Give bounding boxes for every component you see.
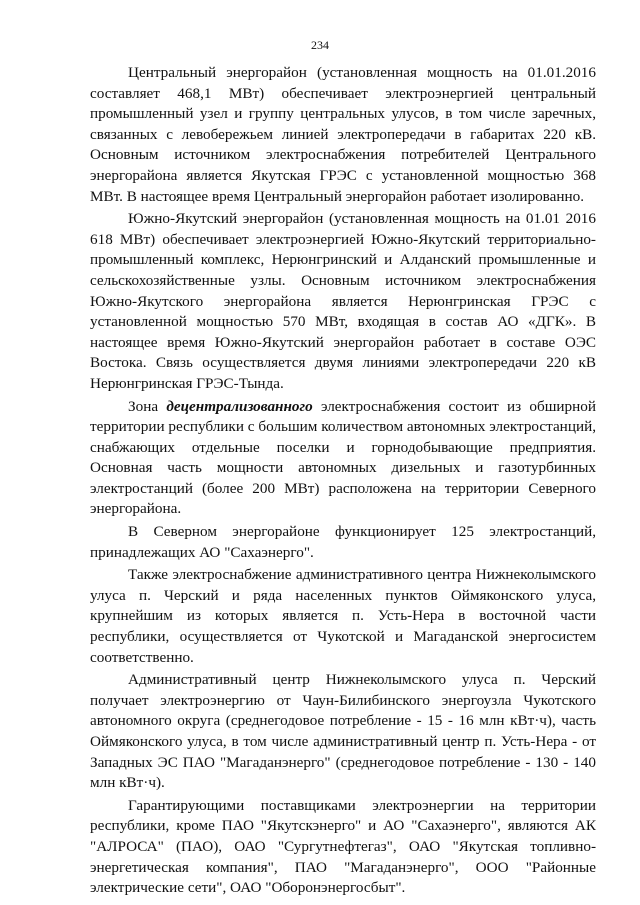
paragraph-central-energy-district: Центральный энергорайон (установленная мощность на 01.01.2016 составляет 468,1 МВт) обеспечивает электроэнергией центральный промышленный узел и группу центральных улусов, в том числе заречных, связанных с левобережьем линией электропередачи в габаритах 220 кВ. Основным источником электроснабжения потребителей Центрального энергорайона является Якутская ГРЭС с установленной мощностью 368 МВт. В настоящее время Центральный энергорайон работает изолированно. (90, 64, 596, 205)
page-number: 234 (311, 38, 329, 52)
paragraph-guaranteeing-suppliers: Гарантирующими поставщиками электроэнергии на территории республики, кроме ПАО "Якутскэнерго" и АО "Сахаэнерго", являются АК "АЛРОСА" (ПАО), ОАО "Сургутнефтегаз", ОАО "Якутская топливно-энергетическая компания", ПАО "Магаданэнерго", ООО "Районные электрические сети", ОАО "Оборонэнергосбыт". (90, 796, 596, 897)
paragraph-cherskiy-supply: Административный центр Нижнеколымского улуса п. Черский получает электроэнергию от Чаун-Билибинского энергоузла Чукотского автономного округа (среднегодовое потребление - 15 - 16 млн кВт·ч), часть Оймяконского улуса, в том числе административный центр п. Усть-Нера - от Западных ЭС ПАО "Магаданэнерго" (среднегодовое потребление - 130 - 140 млн кВт·ч). (90, 671, 596, 792)
zone-prefix-text: Зона (128, 397, 167, 415)
decentralized-emphasis: децентрализованного (166, 397, 313, 415)
paragraph-north-energy-district: В Северном энергорайоне функционирует 125 электростанций, принадлежащих АО "Сахаэнерго". (90, 523, 596, 561)
document-body (90, 63, 596, 899)
paragraph-decentralized-zone (90, 397, 596, 521)
paragraph-also-supply: Также электроснабжение административного центра Нижнеколымского улуса п. Черский и ряда населенных пунктов Оймяконского улуса, крупнейшим из которых является п. Усть-Нера в восточной части республики, осуществляется от Чукотской и Магаданской энергосистем соответственно. (90, 566, 596, 666)
paragraph-south-yakutsk-energy-district: Южно-Якутский энергорайон (установленная мощность на 01.01 2016 618 МВт) обеспечивает электроэнергией Южно-Якутский территориально-промышленный комплекс, Нерюнгринский и Алданский промышленные и сельскохозяйственные узлы. Основным источником электроснабжения Южно-Якутского энергорайона является Нерюнгринская ГРЭС с установленной мощностью 570 МВт, входящая в состав АО «ДГК». В настоящее время Южно-Якутский энергорайон работает в составе ОЭС Востока. Связь осуществляется двумя линиями электропередачи 220 кВ Нерюнгринская ГРЭС-Тында. (90, 210, 596, 392)
zone-rest-text: электроснабжения состоит из обширной территории республики с большим количеством автономных электростанций, снабжающих отдельные поселки и горнодобывающие предприятия. Основная часть мощности автономных дизельных и газотурбинных электростанций (более 200 МВт) расположена на территории Северного энергорайона. (90, 397, 596, 518)
